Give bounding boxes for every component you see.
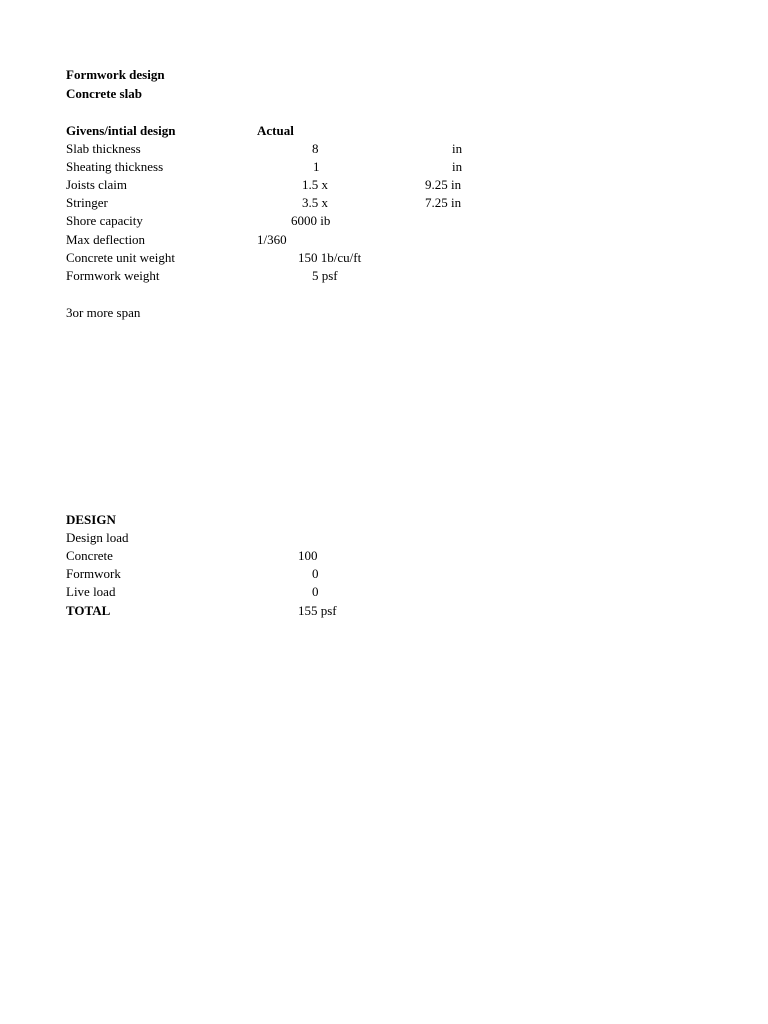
given-value-formwork-weight: 5 psf <box>312 268 338 283</box>
given-value-joists-claim: 1.5 x <box>302 177 328 192</box>
given-value-slab-thickness: 8 <box>312 141 319 156</box>
given-label-max-deflection: Max deflection <box>66 232 146 247</box>
given-label-formwork-weight: Formwork weight <box>66 268 160 283</box>
design-label-concrete: Concrete <box>66 548 113 563</box>
given-value-max-deflection: 1/360 <box>257 232 287 247</box>
givens-header-label: Givens/intial design <box>66 123 176 138</box>
given-value-shore-capacity: 6000 ib <box>291 213 331 228</box>
design-value-formwork: 0 <box>312 566 319 581</box>
given-value-sheating-thickness: 1 <box>313 159 320 174</box>
given-unit-sheating-thickness: in <box>452 159 463 174</box>
document-title: Formwork design <box>66 67 165 82</box>
given-label-stringer: Stringer <box>66 195 108 210</box>
design-header: DESIGN <box>66 512 116 527</box>
design-total-value: 155 psf <box>298 603 337 618</box>
givens-header-value: Actual <box>257 123 294 138</box>
span-note: 3or more span <box>66 305 141 320</box>
given-value-stringer: 3.5 x <box>302 195 328 210</box>
given-label-slab-thickness: Slab thickness <box>66 141 141 156</box>
design-label-formwork: Formwork <box>66 566 121 581</box>
design-total-label: TOTAL <box>66 603 111 618</box>
given-value-concrete-unit-weight: 150 1b/cu/ft <box>298 250 362 265</box>
given-extra-stringer: 7.25 in <box>425 195 462 210</box>
given-label-concrete-unit-weight: Concrete unit weight <box>66 250 176 265</box>
given-label-sheating-thickness: Sheating thickness <box>66 159 164 174</box>
design-label-live-load: Live load <box>66 584 116 599</box>
given-label-joists-claim: Joists claim <box>66 177 128 192</box>
design-subheader: Design load <box>66 530 129 545</box>
given-label-shore-capacity: Shore capacity <box>66 213 143 228</box>
document-subtitle: Concrete slab <box>66 86 142 101</box>
design-value-concrete: 100 <box>298 548 318 563</box>
given-extra-joists-claim: 9.25 in <box>425 177 462 192</box>
design-value-live-load: 0 <box>312 584 319 599</box>
given-unit-slab-thickness: in <box>452 141 463 156</box>
